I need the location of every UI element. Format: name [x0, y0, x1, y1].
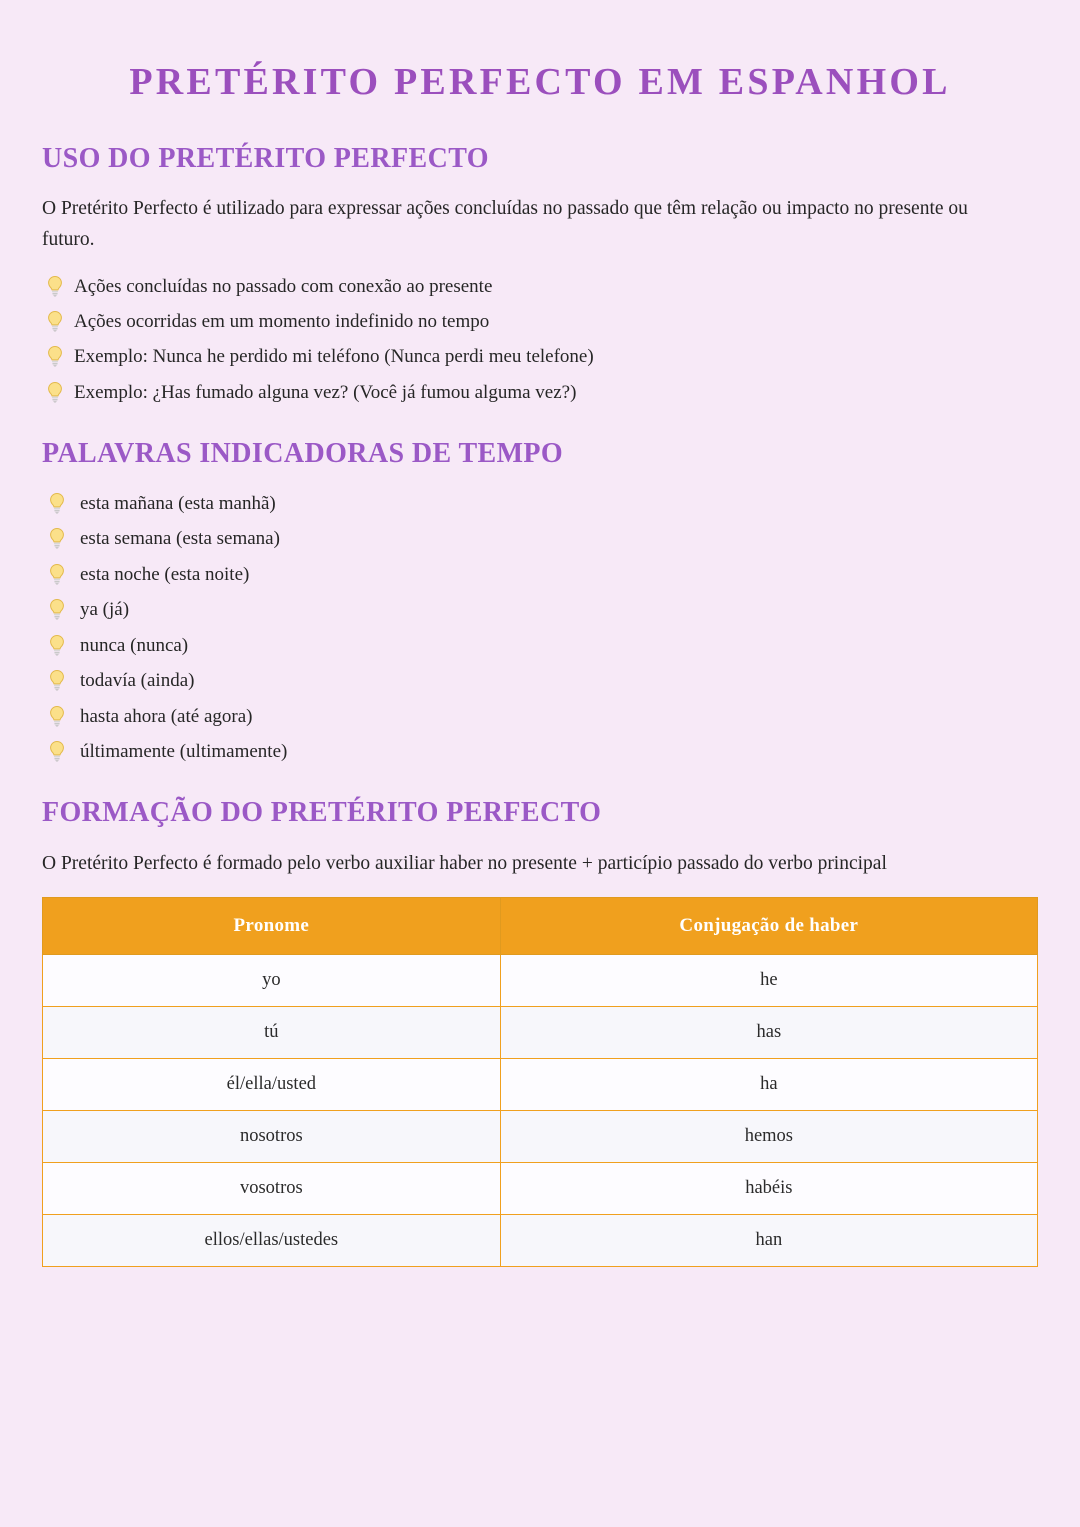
page-title: PRETÉRITO PERFECTO EM ESPANHOL	[129, 61, 951, 103]
list-item	[44, 702, 1038, 731]
list-item-label: Ações concluídas no passado com conexão ao presente	[74, 275, 493, 297]
list-item	[44, 666, 1038, 695]
table-row	[43, 1059, 1038, 1111]
table-cell-pronome: ellos/ellas/ustedes	[43, 1215, 501, 1267]
section-heading-uso: USO DO PRETÉRITO PERFECTO	[42, 142, 489, 174]
lightbulb-icon	[42, 308, 68, 334]
list-item	[44, 595, 1038, 624]
section-formacao	[42, 796, 1038, 1267]
list-item	[44, 631, 1038, 660]
list-item	[42, 307, 1038, 336]
table-cell-conjugacao: ha	[500, 1059, 1037, 1111]
table-row	[43, 1163, 1038, 1215]
lightbulb-icon	[44, 490, 70, 516]
section-paragraph-uso: O Pretérito Perfecto é utilizado para expressar ações concluídas no passado que têm relação ou impacto no presente ou futuro.	[42, 198, 968, 251]
palavras-tempo-list	[42, 489, 1038, 767]
list-item-label: ya (já)	[80, 599, 130, 621]
list-item	[44, 560, 1038, 589]
list-item-label: Exemplo: ¿Has fumado alguna vez? (Você já fumou alguma vez?)	[74, 381, 577, 403]
list-item-label: Exemplo: Nunca he perdido mi teléfono (Nunca perdi meu telefone)	[74, 346, 594, 368]
section-uso	[42, 142, 1038, 408]
list-item-label: esta mañana (esta manhã)	[80, 492, 276, 514]
list-item-label: todavía (ainda)	[80, 670, 195, 692]
table-header	[43, 898, 1038, 955]
list-item-label: últimamente (ultimamente)	[80, 740, 288, 762]
table-cell-pronome: yo	[43, 955, 501, 1007]
list-item	[42, 342, 1038, 371]
lightbulb-icon	[44, 703, 70, 729]
table-header-conjugacao: Conjugação de haber	[500, 898, 1037, 955]
list-item	[44, 737, 1038, 766]
table-row	[43, 1215, 1038, 1267]
section-heading-formacao: FORMAÇÃO DO PRETÉRITO PERFECTO	[42, 797, 602, 829]
table-body	[43, 955, 1038, 1267]
list-item-label: Ações ocorridas em um momento indefinido no tempo	[74, 311, 490, 332]
lightbulb-icon	[42, 343, 68, 369]
table-header-row	[43, 898, 1038, 955]
list-item	[42, 378, 1038, 407]
table-cell-conjugacao: han	[500, 1215, 1037, 1267]
table-row	[43, 1007, 1038, 1059]
table-cell-conjugacao: has	[500, 1007, 1037, 1059]
uso-bullet-list	[42, 272, 1038, 408]
table-row	[43, 1111, 1038, 1163]
lightbulb-icon	[44, 596, 70, 622]
lightbulb-icon	[44, 632, 70, 658]
table-cell-pronome: él/ella/usted	[43, 1059, 501, 1111]
lightbulb-icon	[44, 667, 70, 693]
list-item-label: hasta ahora (até agora)	[80, 705, 253, 727]
lightbulb-icon	[44, 525, 70, 551]
list-item	[44, 489, 1038, 518]
conjugation-table	[42, 897, 1038, 1267]
table-cell-pronome: nosotros	[43, 1111, 501, 1163]
table-row	[43, 955, 1038, 1007]
table-header-pronome: Pronome	[43, 898, 501, 955]
table-cell-conjugacao: he	[500, 955, 1037, 1007]
section-heading-palavras-tempo: PALAVRAS INDICADORAS DE TEMPO	[42, 438, 564, 470]
lightbulb-icon	[42, 273, 68, 299]
list-item-label: nunca (nunca)	[80, 634, 189, 656]
table-cell-conjugacao: habéis	[500, 1163, 1037, 1215]
list-item-label: esta noche (esta noite)	[80, 563, 250, 585]
list-item-label: esta semana (esta semana)	[80, 528, 280, 550]
lightbulb-icon	[42, 379, 68, 405]
list-item	[42, 272, 1038, 301]
section-paragraph-formacao: O Pretérito Perfecto é formado pelo verbo auxiliar haber no presente + particípio passado do verbo principal	[42, 853, 887, 874]
list-item	[44, 524, 1038, 553]
section-palavras-tempo	[42, 437, 1038, 766]
lightbulb-icon	[44, 561, 70, 587]
table-cell-conjugacao: hemos	[500, 1111, 1037, 1163]
table-cell-pronome: tú	[43, 1007, 501, 1059]
lightbulb-icon	[44, 738, 70, 764]
table-cell-pronome: vosotros	[43, 1163, 501, 1215]
